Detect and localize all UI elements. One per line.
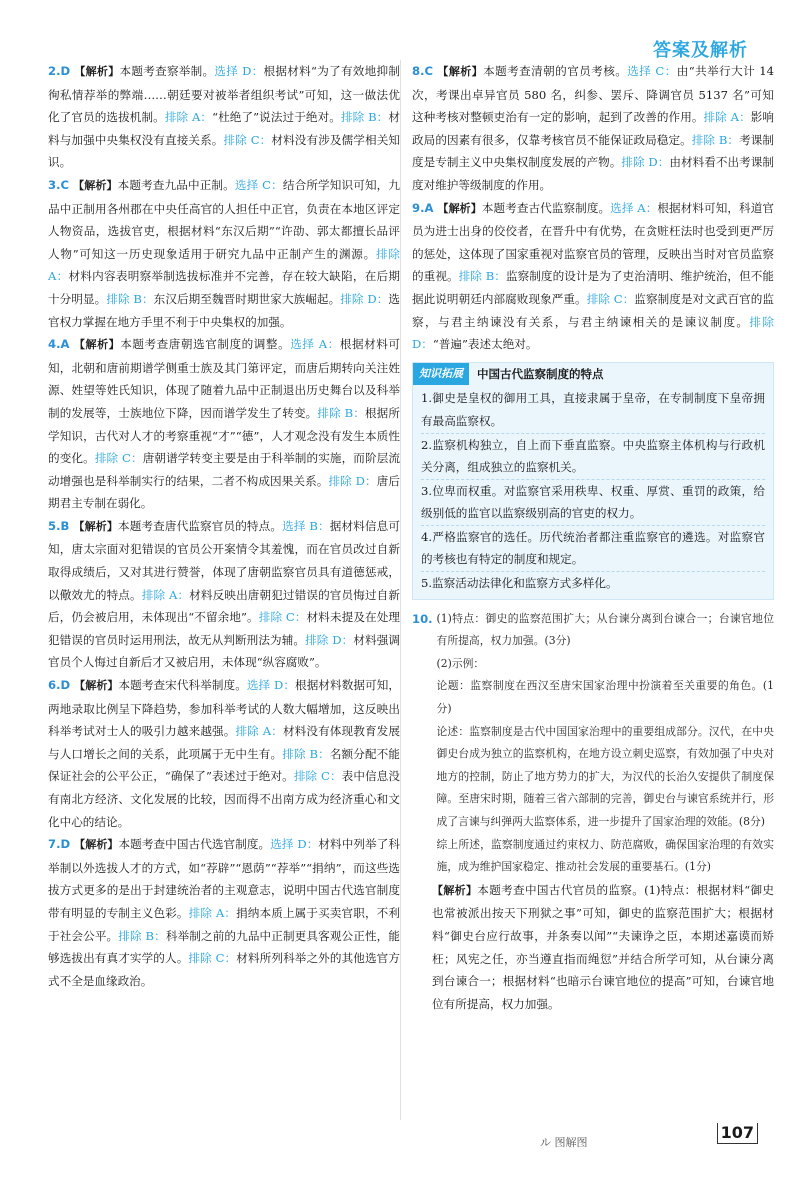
analysis-tag: 【解析】	[73, 519, 118, 533]
analysis-text: 材料内容表明察举制选拔标准并不完善，存在较大缺陷，在后期十分明显。	[48, 269, 400, 306]
option-keyword: 排除 C：	[258, 610, 307, 625]
column-divider	[400, 60, 401, 1120]
option-keyword: 选择 D：	[214, 64, 264, 78]
analysis-text: 科举制之前的九品中正制更具客观公正性，能够选拔出有真才实学的人。	[48, 928, 400, 966]
knowledge-line: 1.御史是皇权的御用工具，直接隶属于皇帝，在专制制度下皇帝拥有最高监察权。	[421, 387, 765, 433]
analysis-text: 本题考查九品中正制。	[117, 177, 235, 192]
answer-item	[412, 60, 774, 197]
analysis-text: 监察制度的设计是为了吏治清明、维护统治，但不能据此说明朝廷内部腐败现象严重。	[412, 269, 774, 306]
analysis-text: 由材料看不出考课制度对维护等级制度的作用。	[412, 155, 774, 192]
analysis-tag: 【解析】	[74, 65, 120, 78]
knowledge-line: 5.监察活动法律化和监察方式多样化。	[421, 576, 618, 591]
option-keyword: 选择 D：	[246, 678, 296, 693]
analysis-text: 本题考查察举制。	[119, 64, 215, 78]
analysis-text: 根据材料可知，北朝和唐前期谱学侧重士族及其门第评定，而唐后期转向关注姓源、姓望等姓氏知识，体现了随着九品中正制退出历史舞台以及科举制的发展等，士族地位下降，因而谱学发生了转变。	[48, 337, 400, 420]
analysis-text: 本题考查唐朝选官制度的调整。	[120, 337, 291, 352]
option-keyword: 排除 C：	[223, 132, 272, 147]
option-keyword: 排除 C：	[293, 769, 342, 784]
right-column-items	[412, 60, 774, 356]
right-column	[412, 60, 774, 1015]
answer-item	[48, 174, 400, 333]
answer-item	[48, 333, 400, 515]
option-keyword: 排除 C：	[94, 451, 143, 466]
analysis-text: 东汉后期至魏晋时期世家大族崛起。	[153, 291, 341, 306]
option-keyword: 排除 B：	[118, 928, 166, 943]
option-keyword: 排除 D：	[412, 314, 774, 352]
analysis-tag: 【解析】	[437, 201, 482, 215]
option-keyword: 排除 D：	[305, 632, 354, 647]
analysis-tag: 【解析】	[73, 338, 121, 352]
question-number: 7.D	[48, 837, 71, 852]
analysis-text: 材料没有体现教育发展与人口增长之间的关系，此项属于无中生有。	[48, 724, 400, 761]
analysis-text: 材料没有涉及儒学相关知识。	[48, 132, 400, 170]
analysis-text: 本题考查中国古代选官制度。	[118, 837, 271, 852]
analysis-text: 根据所学知识，古代对人才的考察重视“才”“德”，人才观念没有发生本质性的变化。	[48, 405, 400, 466]
analysis-text: 据材料信息可知，唐太宗面对犯错误的官员公开案情令其羞愧，而在官员改过自新取得成绩后，又对其进行赞誉，体现了唐朝监察官员具有道德惩戒，以儆效尤的特点。	[48, 518, 400, 602]
analysis-text: 影响政局的因素有很多，仅靠考核官员不能保证政局稳定。	[412, 110, 774, 147]
option-keyword: 排除 B：	[317, 405, 365, 420]
left-column	[48, 60, 400, 992]
question-number: 3.C	[48, 177, 69, 192]
analysis-text: 材料反映出唐朝犯过错误的官员悔过自新后，仍会被启用，未体现出“不留余地”。	[48, 587, 400, 625]
analysis-text: 材料与加强中央集权没有直接关系。	[48, 110, 400, 147]
page-header-title: 答案及解析	[653, 40, 748, 61]
analysis-tag: 【解析】	[436, 65, 484, 78]
question-number: 2.D	[48, 64, 71, 78]
option-keyword: 排除 B：	[106, 291, 154, 306]
option-keyword: 选择 D：	[270, 837, 319, 852]
analysis-text: 选官权力掌握在地方手里不利于中央集权的加强。	[48, 291, 400, 329]
answer-line: 论题：监察制度在西汉至唐宋国家治理中扮演着至关重要的角色。(1分)	[436, 679, 774, 716]
knowledge-line: 2.监察机构独立，自上而下垂直监察。中央监察主体机构与行政机关分离，组成独立的监察机关。	[421, 434, 765, 480]
analysis-text: 材料所列科举之外的其他选官方式不全是血缘政治。	[48, 951, 400, 988]
knowledge-lines	[421, 387, 765, 594]
question-number: 4.A	[48, 337, 70, 352]
analysis-text: 本题考查古代监察制度。	[481, 200, 611, 215]
analysis-text: 材料未提及在处理犯错误的官员时运用刑法，故无从判断刑法为辅。	[48, 610, 400, 647]
option-keyword: 排除 A：	[164, 110, 213, 125]
knowledge-line: 4.严格监察官的选任。历代统治者都注重监察官的遴选。对监察官的考核也有特定的制度和规定。	[421, 526, 765, 572]
knowledge-box-header	[413, 363, 773, 386]
option-keyword: 排除 D：	[340, 291, 389, 306]
answer-text	[437, 608, 774, 879]
knowledge-box	[412, 362, 774, 600]
analysis-text: 根据材料数据可知，两地录取比例呈下降趋势，参加科举考试的人数大幅增加，这反映出科举考试对士人的吸引力越来越强。	[48, 678, 400, 739]
knowledge-line: 3.位卑而权重。对监察官采用秩卑、权重、厚赏、重罚的政策，给级别低的监官以监察级别高的官吏的权力。	[421, 480, 765, 526]
answer-line: (2)示例：	[436, 656, 485, 670]
option-keyword: 排除 A：	[48, 246, 400, 284]
answer-item	[48, 674, 400, 833]
option-keyword: 排除 C：	[188, 951, 237, 966]
analysis-text: “杜绝了”说法过于绝对。	[212, 110, 341, 125]
answer-line: 论述：监察制度是古代中国国家治理中的重要组成部分。汉代，在中央御史台成为独立的监察机构，在地方设立刺史巡察，有效加强了中央对地方的控制，防止了地方势力的扩大，为汉代的长治久安提供了制度保障。至唐宋时期，随着三省六部制的完善，御史台与谏官系统并行，形成了言谏与纠弹两大监察体系，进一步提升了国家治理的效能。(8分)	[436, 724, 774, 828]
option-keyword: 排除 A：	[141, 587, 190, 602]
analysis-text: 监察制度是对文武百官的监察，与君主纳谏没有关系，与君主纳谏相关的是谏议制度。	[412, 291, 774, 329]
question-number: 10.	[412, 611, 433, 626]
analysis-text: 由“共举行大计 14 次，考课出卓异官员 580 名，纠参、罢斥、降调官员 5137 名”可知这种考核对整顿吏治有一定的影响，起到了改善的作用。	[412, 64, 774, 125]
question-number: 6.D	[48, 678, 71, 693]
knowledge-title: 中国古代监察制度的特点	[477, 366, 604, 381]
analysis-tag: 【解析】	[74, 838, 119, 852]
analysis-text: 材料中列举了科举制以外选拔人才的方式，如“荐辟”“恩荫”“荐举”“捐纳”，而这些选拔方式更多的是出于封建统治者的主观意志，说明中国古代选官制度带有明显的专制主义色彩。	[48, 837, 400, 920]
analysis-text: 本题考查唐代监察官员的特点。	[117, 518, 283, 533]
analysis-text: 根据材料“为了有效地抑制徇私情荐举的弊端……朝廷要对被举者组织考试”可知，这一做法优化了官员的选拔机制。	[48, 64, 400, 125]
analysis-text: 唐后期君主专制在弱化。	[48, 473, 400, 511]
analysis-text: 材料强调官员个人悔过自新后才又被启用，未体现“纵容腐败”。	[48, 632, 400, 670]
option-keyword: 选择 A：	[290, 337, 340, 352]
knowledge-badge: 知识拓展	[413, 363, 469, 385]
analysis-text: 本题考查宋代科举制度。	[118, 678, 247, 693]
option-keyword: 排除 B：	[458, 269, 506, 284]
answer-line: 综上所述，监察制度通过约束权力、防范腐败，确保国家治理的有效实施，成为维护国家稳定、推动社会发展的重要基石。(1分)	[436, 837, 774, 874]
analysis-tag: 【解析】	[432, 883, 478, 897]
analysis-tag: 【解析】	[74, 679, 119, 693]
question-number: 5.B	[48, 518, 70, 533]
analysis-text: 名额分配不能保证社会的公平公正，“确保了”表述过于绝对。	[48, 746, 400, 784]
analysis-text: 考课制度是专制主义中央集权制度发展的产物。	[412, 132, 774, 170]
answer-item	[48, 60, 400, 174]
analysis-text: 表中信息没有南北方经济、文化发展的比较，因而得不出南方成为经济重心和文化中心的结论。	[48, 769, 400, 829]
option-keyword: 排除 C：	[586, 291, 635, 306]
analysis-text: 结合所学知识可知，九品中正制用各州郡在中央任高官的人担任中正官，负责在本地区评定人物资品，选拔官吏，根据材料“东汉后期”“许劭、郭太都擅长品评人物”可知这一历史现象适用于研究九品中正制产生的渊源。	[48, 177, 400, 261]
option-keyword: 排除 B：	[691, 132, 740, 147]
option-keyword: 排除 B：	[282, 746, 330, 761]
question-number: 9.A	[412, 200, 434, 215]
option-keyword: 排除 D：	[621, 155, 670, 170]
answer-item	[48, 515, 400, 674]
analysis-text: 唐朝谱学转变主要是由于科举制的实施，而阶层流动增强也是科举制实行的结果，二者不构成因果关系。	[48, 451, 400, 488]
option-keyword: 排除 A：	[235, 724, 283, 739]
analysis-text: 捐纳本质上属于买卖官职，不利于社会公平。	[48, 905, 400, 943]
option-keyword: 选择 C：	[627, 64, 677, 78]
answer-item	[412, 197, 774, 356]
question-number: 8.C	[412, 64, 433, 78]
answer-item	[48, 833, 400, 992]
footer-mark: ル 图解图	[540, 1136, 588, 1149]
page-number: 107	[717, 1123, 758, 1144]
analysis-tag: 【解析】	[72, 178, 118, 192]
option-keyword: 排除 A：	[188, 905, 237, 920]
option-keyword: 选择 A：	[610, 200, 658, 215]
option-keyword: 排除 B：	[340, 110, 389, 125]
analysis-text: “普遍”表述太绝对。	[432, 337, 538, 352]
analysis-text: 本题考查中国古代官员的监察。(1)特点：根据材料“御史也常被派出按天下刑狱之事”可知，御史的监察范围扩大；根据材料“御史台应行故事，并条奏以闻”“夫谏诤之臣，本期述嘉谟而矫枉；风宪之任，亦当遵直指而绳愆”并结合所学可知，从台谏分离到台谏合一；根据材料“也暗示台谏官地位的提高”可知，台谏官地位有所提高，权力加强。	[432, 882, 775, 1011]
option-keyword: 选择 C：	[234, 177, 283, 192]
answer-item-10	[412, 608, 774, 1016]
analysis-text: 根据材料可知，科道官员为进士出身的佼佼者，在晋升中有优势，在贪赃枉法时也受到更严厉的惩处，这体现了国家重视对监察官员的管理，反映出当时对官员监察的重视。	[412, 200, 774, 284]
option-keyword: 排除 D：	[328, 473, 377, 488]
answer-line: (1)特点：御史的监察范围扩大；从台谏分离到台谏合一；台谏官地位有所提高，权力加强。(3分)	[436, 611, 774, 648]
analysis-text: 本题考查清朝的官员考核。	[483, 64, 628, 78]
option-keyword: 选择 B：	[282, 518, 330, 533]
option-keyword: 排除 A：	[703, 110, 751, 125]
